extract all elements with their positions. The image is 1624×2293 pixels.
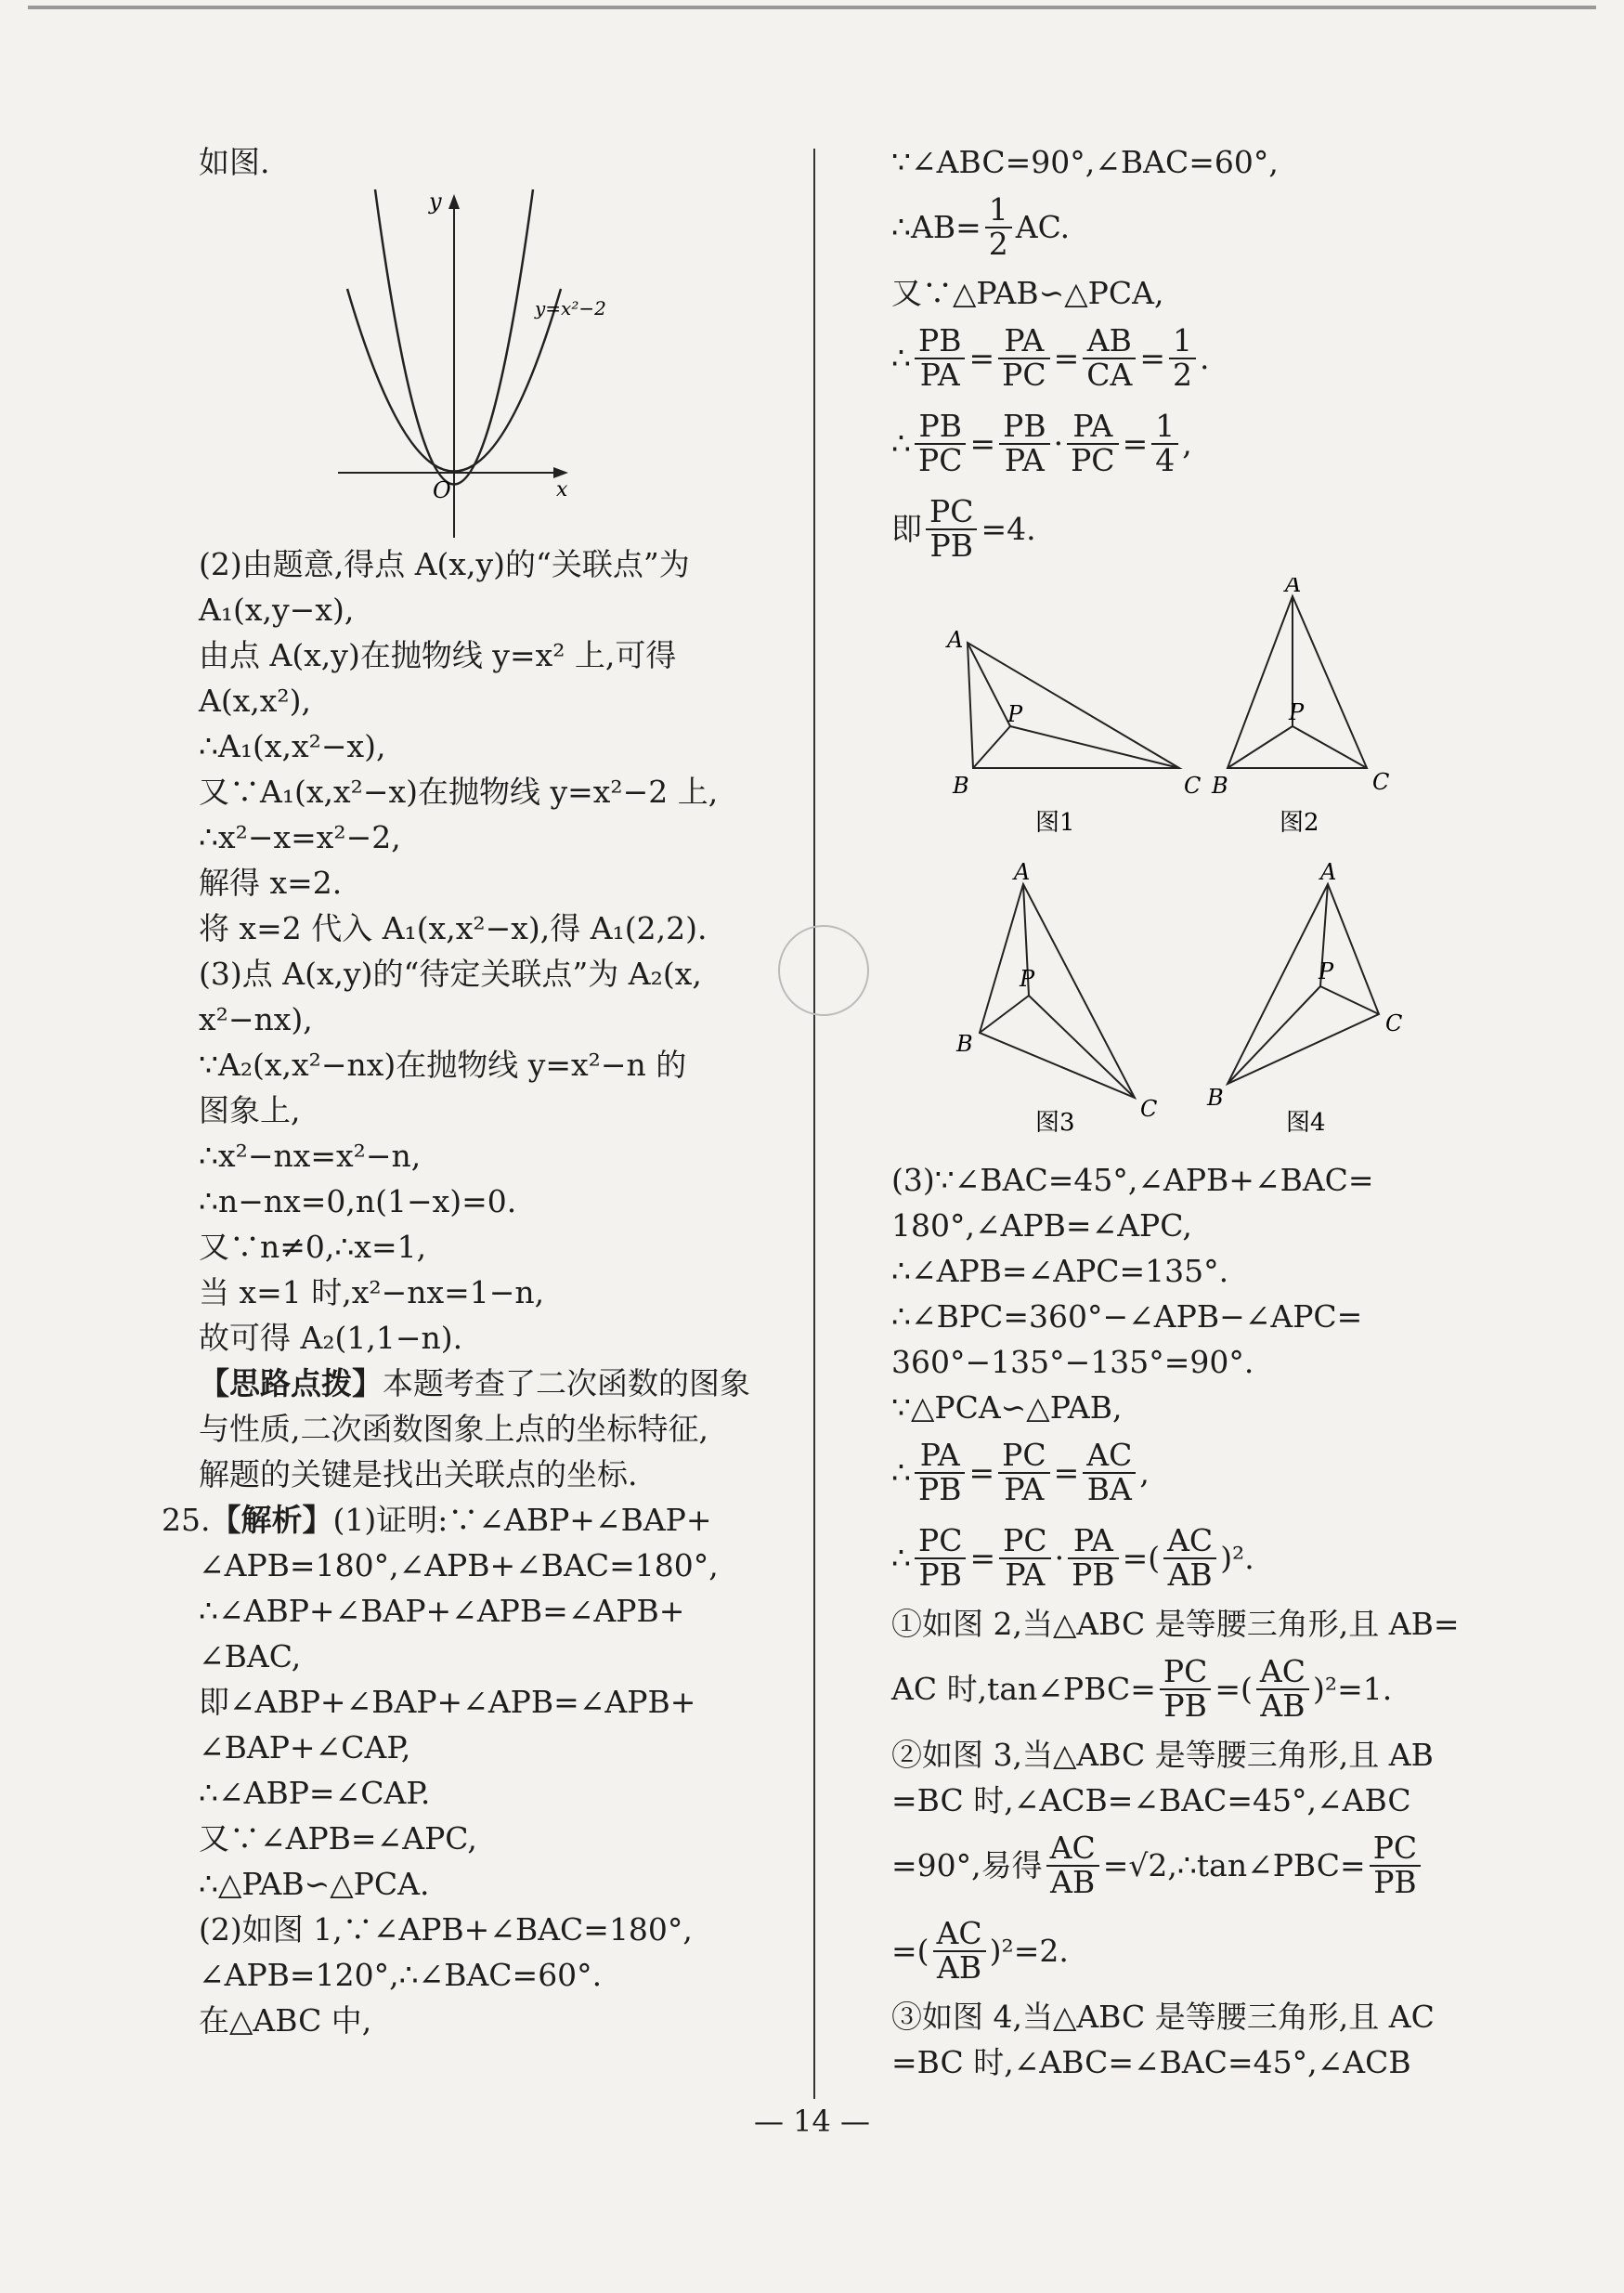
text-line: ∴∠ABP=∠CAP.: [199, 1775, 431, 1811]
hint-label: 【思路点拨】: [199, 1365, 383, 1401]
text-line: 解得 x=2.: [199, 865, 343, 901]
text-line: (2)由题意,得点 A(x,y)的“关联点”为: [199, 546, 690, 582]
equation-line: ∴ $\frac{PA}{PB}$ = $\frac{PC}{PA}$ = $\frac{AC}{BA}$ ,: [891, 1437, 1150, 1507]
text-line: ∴∠BPC=360°−∠APB−∠APC=: [891, 1298, 1363, 1335]
fraction: $\frac{1}{2}$: [1169, 325, 1196, 391]
text-line: ①如图 2,当△ABC 是等腰三角形,且 AB=: [891, 1606, 1460, 1642]
question-number: 25.: [162, 1502, 211, 1538]
text-line: =BC 时,∠ABC=∠BAC=45°,∠ACB: [891, 2044, 1411, 2080]
fraction: $\frac{PB}{PC}$: [915, 410, 966, 476]
eq-text: ,: [1139, 1454, 1150, 1491]
equation-line: [891, 1823, 1486, 1909]
fig4-caption: 图4: [1286, 1109, 1326, 1137]
fig2-label-b: B: [1212, 773, 1228, 799]
text-line: 又∵n≠0,∴x=1,: [199, 1229, 427, 1265]
fig2-label-c: C: [1372, 769, 1390, 795]
fig2-label-a: A: [1285, 578, 1302, 597]
text-line: 又∵A₁(x,x²−x)在抛物线 y=x²−2 上,: [199, 774, 719, 810]
fraction: $\frac{PC}{PB}$: [1370, 1832, 1421, 1898]
fig4-label-a: A: [1320, 859, 1337, 885]
x-label: x: [556, 478, 568, 502]
fraction: $\frac{PA}{PC}$: [998, 325, 1049, 391]
eq-text: 即: [891, 511, 922, 547]
fraction: $\frac{AC}{AB}$: [1256, 1656, 1309, 1722]
equation-line: AC 时,tan∠PBC= $\frac{PC}{PB}$ =( $\frac{AC}{AB}$ )²=1.: [891, 1653, 1393, 1724]
fraction: $\frac{PA}{PB}$: [915, 1440, 965, 1505]
eq-text: ·: [1054, 1540, 1065, 1576]
fraction: $\frac{PC}{PB}$: [1160, 1656, 1211, 1722]
triangle-figures: [891, 578, 1486, 1153]
equation-line: ∴ $\frac{PC}{PB}$ = $\frac{PC}{PA}$ · $\frac{PA}{PB}$ =( $\frac{AC}{AB}$ )².: [891, 1522, 1254, 1593]
fig1-label-b: B: [953, 773, 969, 799]
fraction: $\frac{PB}{PA}$: [999, 410, 1049, 476]
eq-text: .: [1200, 340, 1210, 376]
text-line: ∵△PCA∽△PAB,: [891, 1389, 1123, 1426]
text-line: =BC 时,∠ACB=∠BAC=45°,∠ABC: [891, 1782, 1411, 1818]
text-line: ∠BAC,: [199, 1638, 302, 1674]
text-line: A₁(x,y−x),: [199, 592, 355, 628]
eq-text: =√2,∴tan∠PBC=: [1102, 1847, 1366, 1883]
figure-3: [980, 884, 1135, 1098]
fraction: $\frac{AB}{CA}$: [1083, 325, 1136, 391]
column-divider: [813, 149, 815, 2099]
fraction: $\frac{PC}{PB}$: [926, 496, 977, 562]
equation-line: ∴ $\frac{PB}{PC}$ = $\frac{PB}{PA}$ · $\frac{PA}{PC}$ = $\frac{1}{4}$ ,: [891, 408, 1192, 478]
text-line: ∠APB=180°,∠APB+∠BAC=180°,: [199, 1547, 719, 1583]
text-line: 如图.: [199, 144, 270, 180]
text-line: ∴∠ABP+∠BAP+∠APB=∠APB+: [199, 1593, 685, 1629]
text-line: 又∵∠APB=∠APC,: [199, 1820, 477, 1857]
eq-text: )²=2.: [989, 1933, 1069, 1969]
page-number: — 14 —: [753, 2104, 871, 2139]
fraction: $\frac{1}{2}$: [985, 194, 1012, 260]
text-line: 将 x=2 代入 A₁(x,x²−x),得 A₁(2,2).: [199, 910, 708, 946]
fraction: $\frac{PA}{PB}$: [1068, 1525, 1118, 1591]
fig1-label-p: P: [1007, 701, 1023, 727]
eq-text: ∴: [891, 340, 911, 376]
text-line: [199, 1361, 793, 1406]
y-arrow-icon: [448, 194, 460, 209]
figure-4: [1228, 884, 1379, 1084]
eq-text: )².: [1220, 1540, 1254, 1576]
top-border: [28, 6, 1596, 9]
equation-line: [891, 185, 1486, 270]
text-line: ∴x²−x=x²−2,: [199, 819, 401, 855]
text-line: 由点 A(x,y)在抛物线 y=x² 上,可得: [199, 637, 677, 673]
text-line: x²−nx),: [199, 1001, 313, 1037]
fraction: $\frac{PC}{PB}$: [915, 1525, 966, 1591]
text-line: ∵A₂(x,x²−nx)在抛物线 y=x²−n 的: [199, 1047, 687, 1083]
fraction: $\frac{PB}{PA}$: [915, 325, 965, 391]
text-line: 即∠ABP+∠BAP+∠APB=∠APB+: [199, 1684, 696, 1720]
fraction: $\frac{AC}{AB}$: [933, 1918, 986, 1984]
eq-text: =(: [891, 1933, 929, 1969]
fig1-label-a: A: [947, 627, 964, 653]
right-column: [891, 139, 1486, 2085]
fig3-label-p: P: [1020, 966, 1035, 992]
fraction: $\frac{PC}{PA}$: [999, 1525, 1050, 1591]
left-column: [162, 139, 793, 2043]
eq-text: ∴: [891, 1454, 911, 1491]
fig3-label-a: A: [1014, 859, 1031, 885]
hint-text: 本题考查了二次函数的图象: [383, 1365, 750, 1401]
eq-text: ,: [1182, 425, 1192, 462]
text-line: ③如图 4,当△ABC 是等腰三角形,且 AC: [891, 1999, 1435, 2035]
fraction: $\frac{PA}{PC}$: [1067, 410, 1118, 476]
text-line: (3)点 A(x,y)的“待定关联点”为 A₂(x,: [199, 956, 702, 992]
fig2-caption: 图2: [1280, 809, 1319, 837]
fraction: $\frac{AC}{AB}$: [1163, 1525, 1216, 1591]
text-line: 180°,∠APB=∠APC,: [891, 1207, 1192, 1244]
text-line: A(x,x²),: [199, 683, 312, 719]
text-line: 图象上,: [199, 1092, 301, 1128]
text-line: (3)∵∠BAC=45°,∠APB+∠BAC=: [891, 1162, 1374, 1198]
watermark-stamp: [773, 919, 875, 1022]
eq-text: ∴: [891, 425, 911, 462]
figure-1: [968, 643, 1179, 768]
eq-text: ∴: [891, 1540, 911, 1576]
fraction: $\frac{1}{4}$: [1151, 410, 1178, 476]
equation-line: [891, 1909, 1486, 1994]
eq-text: ·: [1053, 425, 1064, 462]
text-line: 在△ABC 中,: [199, 2002, 372, 2039]
text-line: ∴n−nx=0,n(1−x)=0.: [199, 1183, 517, 1219]
parabola-graph: [329, 185, 607, 538]
text-line: ∴△PAB∽△PCA.: [199, 1866, 430, 1902]
text-line: ②如图 3,当△ABC 是等腰三角形,且 AB: [891, 1737, 1434, 1773]
text-line: ∴x²−nx=x²−n,: [199, 1138, 422, 1174]
fig3-caption: 图3: [1035, 1109, 1075, 1137]
text-line: 当 x=1 时,x²−nx=1−n,: [199, 1274, 545, 1310]
fig4-label-p: P: [1319, 958, 1334, 984]
x-arrow-icon: [553, 467, 568, 478]
curve-label: y=x²−2: [535, 297, 606, 319]
fraction: $\frac{AC}{BA}$: [1083, 1440, 1136, 1505]
eq-text: AC 时,tan∠PBC=: [891, 1671, 1156, 1707]
fig3-label-b: B: [956, 1031, 973, 1057]
fig4-label-b: B: [1207, 1085, 1224, 1111]
analysis-label: 【解析】: [210, 1502, 333, 1538]
text-line: ∴A₁(x,x²−x),: [199, 728, 386, 764]
text-line: 又∵△PAB∽△PCA,: [891, 275, 1164, 311]
text-line: 解题的关键是找出关联点的坐标.: [199, 1456, 638, 1492]
eq-text: ∴AB=: [891, 209, 981, 245]
analysis-text: (1)证明:∵∠ABP+∠BAP+: [332, 1502, 712, 1538]
text-line: (2)如图 1,∵∠APB+∠BAC=180°,: [199, 1911, 693, 1948]
fig4-label-c: C: [1385, 1010, 1403, 1036]
text-line: 故可得 A₂(1,1−n).: [199, 1320, 463, 1356]
fig1-label-c: C: [1184, 773, 1202, 799]
equation-line: ∴ $\frac{PB}{PA}$ = $\frac{PA}{PC}$ = $\frac{AB}{CA}$ = $\frac{1}{2}$ .: [891, 322, 1210, 393]
fig2-label-p: P: [1289, 699, 1305, 725]
figure-2: [1228, 596, 1367, 768]
text-line: 360°−135°−135°=90°.: [891, 1344, 1254, 1380]
fig1-caption: 图1: [1035, 809, 1075, 837]
text-line: [162, 1497, 793, 1543]
text-line: 与性质,二次函数图象上点的坐标特征,: [199, 1411, 708, 1447]
eq-text: =90°,易得: [891, 1847, 1043, 1883]
eq-text: )²=1.: [1312, 1671, 1393, 1707]
text-line: ∠BAP+∠CAP,: [199, 1729, 411, 1765]
fraction: $\frac{AC}{AB}$: [1046, 1832, 1099, 1898]
text-line: ∴∠APB=∠APC=135°.: [891, 1253, 1229, 1289]
text-line: ∵∠ABC=90°,∠BAC=60°,: [891, 144, 1279, 180]
eq-text: =4.: [981, 511, 1036, 547]
eq-text: AC.: [1015, 209, 1071, 245]
y-label: y: [429, 189, 442, 215]
equation-line: [891, 487, 1486, 572]
origin-label: O: [433, 477, 451, 503]
fig3-label-c: C: [1140, 1096, 1158, 1122]
fraction: $\frac{PC}{PA}$: [998, 1440, 1049, 1505]
text-line: ∠APB=120°,∴∠BAC=60°.: [199, 1957, 603, 1993]
